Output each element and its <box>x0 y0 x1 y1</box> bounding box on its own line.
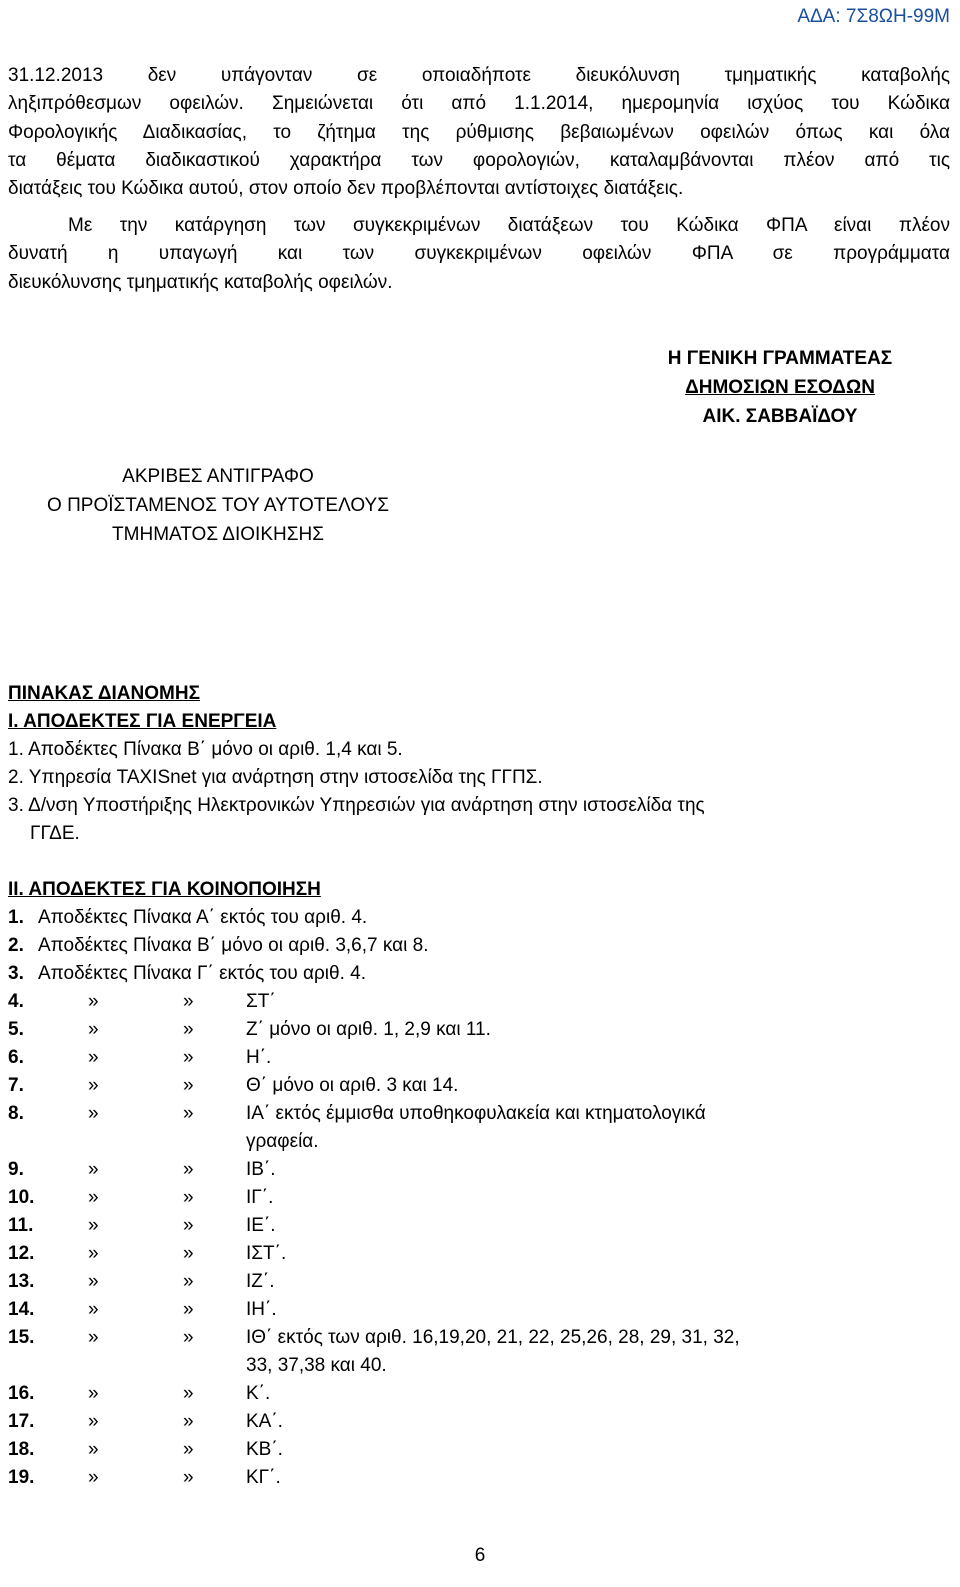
ditto-mark: » <box>88 1159 99 1180</box>
row-text: Κ΄. <box>246 1383 271 1404</box>
paragraph-1-line: 31.12.2013 δεν υπάγονταν σε οποιαδήποτε διευκόλυνση τμηματικής καταβολής <box>8 65 950 86</box>
row-number: 16. <box>8 1383 35 1404</box>
ditto-mark: » <box>183 1215 194 1236</box>
ditto-mark: » <box>183 1243 194 1264</box>
ditto-mark: » <box>183 1439 194 1460</box>
section-2-row <box>8 1324 948 1380</box>
ditto-mark: » <box>183 1411 194 1432</box>
paragraph-1-line: ληξιπρόθεσμων οφειλών. Σημειώνεται ότι από 1.1.2014, ημερομηνία ισχύος του Κώδικα <box>8 93 950 115</box>
ditto-mark: » <box>88 1439 99 1460</box>
section-2-row <box>8 1072 948 1100</box>
section-1-item: 3. Δ/νση Υποστήριξης Ηλεκτρονικών Υπηρεσιών για ανάρτηση στην ιστοσελίδα της <box>8 795 705 816</box>
page-number: 6 <box>474 1545 486 1566</box>
ditto-mark: » <box>183 1075 194 1096</box>
section-2-title-text: ΙΙ. ΑΠΟΔΕΚΤΕΣ ΓΙΑ ΚΟΙΝΟΠΟΙΗΣΗ <box>8 879 321 900</box>
row-number: 8. <box>8 1103 24 1124</box>
ditto-mark: » <box>183 1383 194 1404</box>
ditto-mark: » <box>183 1019 194 1040</box>
row-text: ΚΒ΄. <box>246 1439 283 1460</box>
section-1-item: 1. Αποδέκτες Πίνακα Β΄ μόνο οι αριθ. 1,4 και 5. <box>8 739 403 760</box>
section-2-intro-row <box>8 960 948 988</box>
section-2-row <box>8 1240 948 1268</box>
row-number: 5. <box>8 1019 24 1040</box>
section-2-intro <box>8 904 948 988</box>
row-text: ΣΤ΄ <box>246 991 276 1012</box>
section-2-row <box>8 1268 948 1296</box>
row-text: ΙΕ΄. <box>246 1215 276 1236</box>
ditto-mark: » <box>183 1159 194 1180</box>
paragraph-2-line: διευκόλυνσης τμηματικής καταβολής οφειλών. <box>8 271 393 293</box>
row-text-line: 33, 37,38 και 40. <box>246 1355 387 1376</box>
section-2-intro-row <box>8 904 948 932</box>
row-text <box>246 1100 886 1156</box>
paragraph-1-line: Φορολογικής Διαδικασίας, το ζήτημα της ρύθμισης βεβαιωμένων οφειλών όπως και όλα <box>8 121 950 143</box>
row-text: ΙΖ΄. <box>246 1271 275 1292</box>
row-number: 12. <box>8 1243 35 1264</box>
ditto-mark: » <box>183 1187 194 1208</box>
row-text: ΙΗ΄. <box>246 1299 277 1320</box>
section-2-intro-row <box>8 932 948 960</box>
section-2-row <box>8 1296 948 1324</box>
certified-copy-label: ΑΚΡΙΒΕΣ ΑΝΤΙΓΡΑΦΟ <box>122 466 314 487</box>
row-number: 15. <box>8 1327 35 1348</box>
row-number: 2. <box>8 935 24 956</box>
signature-name: ΑΙΚ. ΣΑΒΒΑΪΔΟΥ <box>702 406 858 427</box>
ditto-mark: » <box>88 1187 99 1208</box>
section-2-rows <box>8 988 948 1492</box>
paragraph-2 <box>8 212 950 297</box>
distribution-list <box>8 680 948 1492</box>
row-text: ΙΒ΄. <box>246 1159 276 1180</box>
row-text: ΚΑ΄. <box>246 1411 283 1432</box>
row-number: 10. <box>8 1187 35 1208</box>
ditto-mark: » <box>183 1047 194 1068</box>
section-2-row <box>8 1408 948 1436</box>
paragraph-1 <box>8 62 950 203</box>
ditto-mark: » <box>88 1299 99 1320</box>
ditto-mark: » <box>88 1467 99 1488</box>
certified-copy-block <box>8 462 428 549</box>
section-1-title: Ι. ΑΠΟΔΕΚΤΕΣ ΓΙΑ ΕΝΕΡΓΕΙΑ <box>8 711 277 732</box>
ditto-mark: » <box>183 991 194 1012</box>
row-text: ΙΣΤ΄. <box>246 1243 287 1264</box>
certified-copy-head: Ο ΠΡΟΪΣΤΑΜΕΝΟΣ ΤΟΥ ΑΥΤΟΤΕΛΟΥΣ <box>47 495 389 516</box>
row-text <box>246 1324 886 1380</box>
row-number: 18. <box>8 1439 35 1460</box>
section-2-row <box>8 1016 948 1044</box>
row-number: 9. <box>8 1159 24 1180</box>
row-number: 3. <box>8 963 24 984</box>
row-text: Αποδέκτες Πίνακα Α΄ εκτός του αριθ. 4. <box>38 907 368 928</box>
ditto-mark: » <box>88 1075 99 1096</box>
row-text: Η΄. <box>246 1047 272 1068</box>
ditto-mark: » <box>183 1327 194 1348</box>
row-text: Ζ΄ μόνο οι αριθ. 1, 2,9 και 11. <box>246 1019 491 1040</box>
signature-title: Η ΓΕΝΙΚΗ ΓΡΑΜΜΑΤΕΑΣ <box>667 348 893 369</box>
row-text: Θ΄ μόνο οι αριθ. 3 και 14. <box>246 1075 459 1096</box>
row-number: 11. <box>8 1215 34 1236</box>
row-text: Αποδέκτες Πίνακα Γ΄ εκτός του αριθ. 4. <box>38 963 367 984</box>
section-2-row <box>8 1436 948 1464</box>
paragraph-2-line: δυνατή η υπαγωγή και των συγκεκριμένων οφειλών ΦΠΑ σε προγράμματα <box>8 243 950 265</box>
ditto-mark: » <box>88 1411 99 1432</box>
ditto-mark: » <box>183 1271 194 1292</box>
ditto-mark: » <box>183 1299 194 1320</box>
section-2-row <box>8 1212 948 1240</box>
row-text: Αποδέκτες Πίνακα Β΄ μόνο οι αριθ. 3,6,7 και 8. <box>38 935 429 956</box>
ditto-mark: » <box>88 1019 99 1040</box>
row-number: 6. <box>8 1047 24 1068</box>
ditto-mark: » <box>88 1243 99 1264</box>
ditto-mark: » <box>183 1103 194 1124</box>
ditto-mark: » <box>88 1383 99 1404</box>
ditto-mark: » <box>88 1103 99 1124</box>
ditto-mark: » <box>88 991 99 1012</box>
row-number: 17. <box>8 1411 35 1432</box>
row-text-line: ΙΘ΄ εκτός των αριθ. 16,19,20, 21, 22, 25,26, 28, 29, 31, 32, <box>246 1327 740 1348</box>
section-2-row <box>8 1044 948 1072</box>
distribution-title: ΠΙΝΑΚΑΣ ΔΙΑΝΟΜΗΣ <box>8 683 200 704</box>
row-number: 19. <box>8 1467 35 1488</box>
section-1-item: 2. Υπηρεσία TAXISnet για ανάρτηση στην ιστοσελίδα της ΓΓΠΣ. <box>8 767 543 788</box>
section-2-row <box>8 1184 948 1212</box>
ditto-mark: » <box>88 1271 99 1292</box>
certified-copy-department: ΤΜΗΜΑΤΟΣ ΔΙΟΙΚΗΣΗΣ <box>112 524 324 545</box>
paragraph-2-line: Με την κατάργηση των συγκεκριμένων διατάξεων του Κώδικα ΦΠΑ είναι πλέον <box>68 215 950 236</box>
signature-secretary <box>620 344 940 431</box>
row-number: 13. <box>8 1271 35 1292</box>
row-text: ΚΓ΄. <box>246 1467 281 1488</box>
section-2-title <box>8 876 948 904</box>
row-number: 7. <box>8 1075 24 1096</box>
row-text-line: γραφεία. <box>246 1131 319 1152</box>
section-2-row <box>8 1380 948 1408</box>
row-number: 14. <box>8 1299 35 1320</box>
section-2-row <box>8 1156 948 1184</box>
signature-department: ΔΗΜΟΣΙΩΝ ΕΣΟΔΩΝ <box>685 377 875 398</box>
row-number: 1. <box>8 907 24 928</box>
section-2-row <box>8 1100 948 1156</box>
paragraph-1-line: τα θέματα διαδικαστικού χαρακτήρα των φορολογιών, καταλαμβάνονται πλέον από τις <box>8 149 950 171</box>
row-text: ΙΓ΄. <box>246 1187 274 1208</box>
row-text-line: ΙΑ΄ εκτός έμμισθα υποθηκοφυλακεία και κτηματολογικά <box>246 1103 706 1124</box>
paragraph-1-line: διατάξεις του Κώδικα αυτού, στον οποίο δεν προβλέπονται αντίστοιχες διατάξεις. <box>8 178 684 200</box>
ditto-mark: » <box>88 1327 99 1348</box>
ditto-mark: » <box>88 1215 99 1236</box>
ada-code: ΑΔΑ: 7Σ8ΩΗ-99Μ <box>797 6 950 27</box>
section-1-item-continuation: ΓΓΔΕ. <box>30 823 80 844</box>
ditto-mark: » <box>88 1047 99 1068</box>
spacer <box>8 848 948 876</box>
row-number: 4. <box>8 991 24 1012</box>
ditto-mark: » <box>183 1467 194 1488</box>
section-2-row <box>8 1464 948 1492</box>
section-2-row <box>8 988 948 1016</box>
